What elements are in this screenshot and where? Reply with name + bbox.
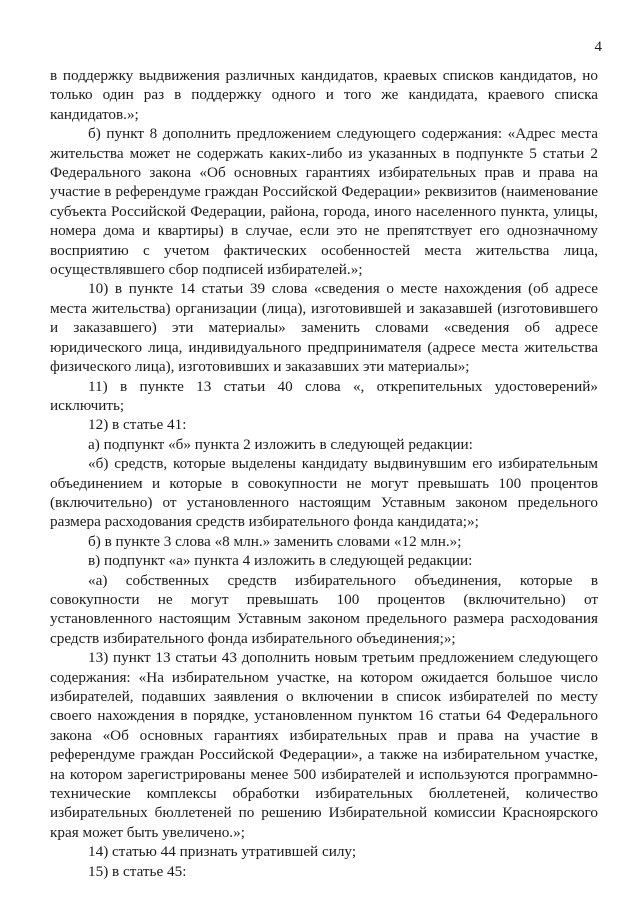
paragraph-quote-b: «б) средств, которые выделены кандидату выдвинувшим его избирательным объединением и которые в совокупности не могут превышать 100 процентов (включительно) от установленного настоящим Уставным законом предельного размера расходования средств избирательного фонда кандидата;»; <box>50 455 598 531</box>
page-number: 4 <box>594 39 602 55</box>
paragraph-item-15: 15) в статье 45: <box>88 862 187 880</box>
paragraph-quote-a: «а) собственных средств избирательного объединения, которые в совокупности не могут превышать 100 процентов (включительно) от установленного настоящим Уставным законом предельного размера расходования средств избирательного фонда избирательного объединения;»; <box>50 571 598 647</box>
paragraph-item-12a: а) подпункт «б» пункта 2 изложить в следующей редакции: <box>88 435 473 453</box>
paragraph-item-12b: б) в пункте 3 слова «8 млн.» заменить словами «12 млн.»; <box>88 532 462 550</box>
paragraph-item-11: 11) в пункте 13 статьи 40 слова «, открепительных удостоверений» исключить; <box>50 377 598 414</box>
paragraph-item-10: 10) в пункте 14 статьи 39 слова «сведения о месте нахождения (об адресе места жительства) организации (лица), изготовившей и заказавшей (изготовившего и заказавшего) эти материалы» заменить словами «сведения об адресе юридического лица, индивидуального предпринимателя (адресе места жительства физического лица), изготовивших и заказавших эти материалы»; <box>50 280 598 376</box>
paragraph-item-12: 12) в статье 41: <box>88 416 187 434</box>
paragraph-item-13: 13) пункт 13 статьи 43 дополнить новым третьим предложением следующего содержания: «На избирательном участке, на котором ожидается большое число избирателей, подавших заявления о включении в список избирателей по месту своего нахождения в порядке, установленном пунктом 16 статьи 64 Федерального закона «Об основных гарантиях избирательных прав и права на участие в референдуме граждан Российской Федерации», а также на избирательном участке, на котором зарегистрированы менее 500 избирателей и используются программно-технические комплексы обработки избирательных бюллетеней, количество избирательных бюллетеней по решению Избирательной комиссии Красноярского края может быть увеличено.»; <box>50 649 598 841</box>
paragraph-item-b-point-8: б) пункт 8 дополнить предложением следующего содержания: «Адрес места жительства может не содержать каких-либо из указанных в подпункте 5 статьи 2 Федерального закона «Об основных гарантиях избирательных прав и права на участие в референдуме граждан Российской Федерации» реквизитов (наименование субъекта Российской Федерации, района, города, иного населенного пункта, улицы, номера дома и квартиры) в случае, если это не препятствует его однозначному восприятию с учетом фактических особенностей места жительства лица, осуществлявшего сбор подписей избирателей.»; <box>50 125 598 279</box>
paragraph-item-12v: в) подпункт «а» пункта 4 изложить в следующей редакции: <box>88 552 473 570</box>
paragraph-continuation: в поддержку выдвижения различных кандидатов, краевых списков кандидатов, но только один раз в поддержку одного и того же кандидата, краевого списка кандидатов.»; <box>50 67 598 123</box>
paragraph-item-14: 14) статью 44 признать утратившей силу; <box>88 843 357 861</box>
document-body <box>50 66 598 881</box>
